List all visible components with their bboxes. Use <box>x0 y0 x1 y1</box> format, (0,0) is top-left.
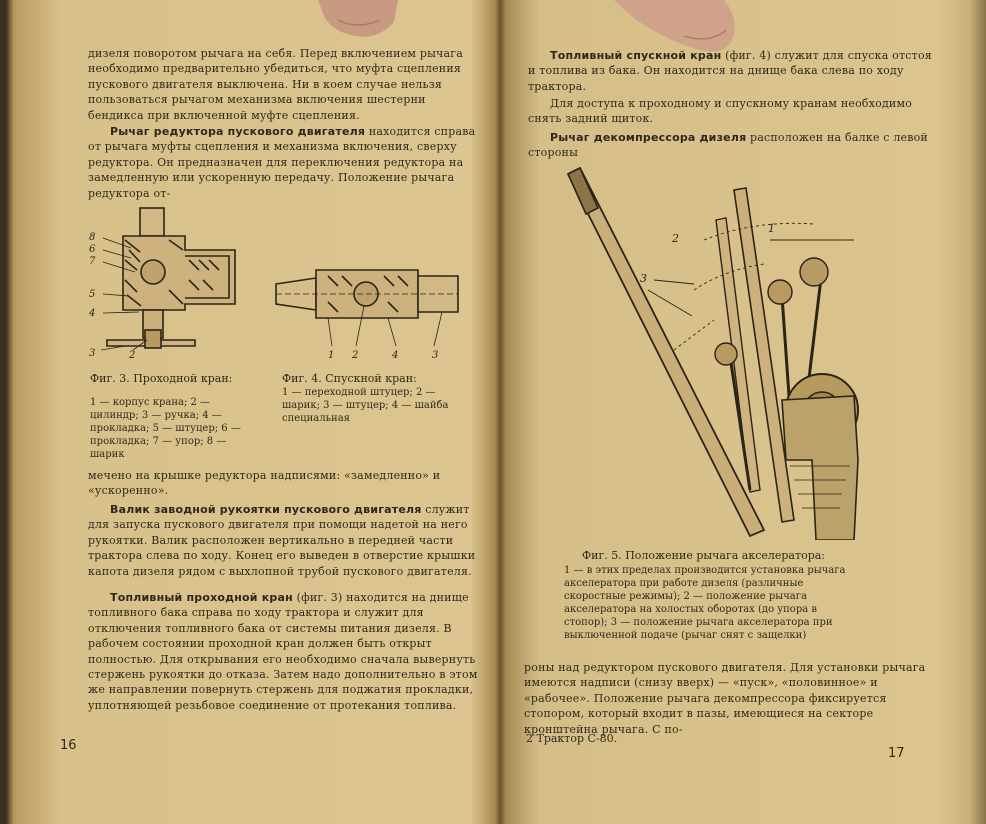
figure-3-caption: Фиг. 3. Проходной кран: <box>90 372 233 385</box>
figure-5-label: 2 <box>672 232 679 245</box>
figure-4-caption: Фиг. 4. Спускной кран: <box>282 372 417 385</box>
right-page-number: 17 <box>888 746 905 761</box>
right-paragraph-4: роны над редуктором пускового двигателя. Для установки рычага имеются надписи (снизу вверх) — «пуск», «половинное» и «рабочее». Положение рычага декомпрессора фиксируется стопором, который входит в пазы, имеющиеся на секторе кронштейна рычага. С по- <box>524 661 926 736</box>
figure-5-drawing <box>554 160 884 540</box>
left-paragraph-1: дизеля поворотом рычага на себя. Перед включением рычага необходимо предварительно убедиться, что муфта сцепления пускового двигателя выключена. Ни в коем случае нельзя пользоваться рычагом механизма включения шестерни бендикса при включенной муфте сцепления. <box>88 47 464 122</box>
right-page-footer: 2 Трактор С-80. <box>526 732 618 745</box>
finger-right <box>614 0 740 56</box>
figure-4-label: 2 <box>352 350 359 361</box>
finger-left <box>318 0 398 40</box>
left-paragraph-2 <box>88 124 478 201</box>
left-paragraph-3: мечено на крышке редуктора надписями: «замедленно» и «ускоренно». <box>88 469 441 498</box>
left-page-number: 16 <box>60 738 77 753</box>
right-paragraph-3 <box>528 130 938 161</box>
right-paragraph-3-body: расположен на балке с левой стороны <box>528 131 928 160</box>
figure-3-label: 8 <box>89 232 96 243</box>
left-paragraph-4-heading: Валик заводной рукоятки пускового двигателя <box>110 503 422 516</box>
left-paragraph-5 <box>88 590 478 713</box>
right-paragraph-1-heading: Топливный спускной кран <box>550 49 722 62</box>
right-paragraph-2: Для доступа к проходному и спускному кранам необходимо снять задний щиток. <box>528 97 913 126</box>
left-paragraph-4-body: служит для запуска пускового двигателя при помощи надетой на него рукоятки. Валик расположен вертикально в передней части трактора слева по ходу. Конец его выведен в отверстие крышки капота дизеля рядом с выхлопной трубой пускового двигателя. <box>88 503 476 578</box>
figure-3-label: 3 <box>89 348 96 359</box>
figure-4-label: 1 <box>328 350 335 361</box>
figure-3-label: 7 <box>89 256 96 267</box>
figure-4-drawing <box>268 258 468 363</box>
figure-4-legend: 1 — переходной штуцер; 2 — шарик; 3 — штуцер; 4 — шайба специальная <box>282 387 449 424</box>
left-paragraph-4 <box>88 502 478 579</box>
figure-5-label: 1 <box>768 222 775 235</box>
left-paragraph-2-body: находится справа от рычага муфты сцепления и механизма включения, сверху редуктора. Он предназначен для переключения редуктора на замедленную или ускоренную передачу. Положение рычага редуктора от- <box>88 125 476 200</box>
figure-5-caption: Фиг. 5. Положение рычага акселератора: <box>582 549 825 562</box>
figure-5-label: 3 <box>640 272 647 285</box>
figure-3-label: 6 <box>89 244 96 255</box>
figure-3-label: 4 <box>89 308 96 319</box>
figure-4-label: 3 <box>432 350 439 361</box>
figure-4-label: 4 <box>392 350 399 361</box>
right-page <box>504 0 986 824</box>
figure-3-label: 2 <box>129 350 136 361</box>
figure-3-legend: 1 — корпус крана; 2 — цилиндр; 3 — ручка; 4 — прокладка; 5 — штуцер; 6 — прокладка; 7 — упор; 8 — шарик <box>90 397 241 460</box>
figure-3-label: 5 <box>89 289 96 300</box>
left-paragraph-2-heading: Рычаг редуктора пускового двигателя <box>110 125 366 138</box>
left-paragraph-5-body: (фиг. 3) находится на днище топливного бака справа по ходу трактора и служит для отключения топливного бака от системы питания дизеля. В рабочем состоянии проходной кран должен быть открыт полностью. Для открывания его необходимо сначала вывернуть стержень рукоятки до отказа. Затем надо дополнительно в этом же направлении повернуть стержень для поджатия прокладки, уплотняющей резьбовое соединение от протекания топлива. <box>88 591 478 712</box>
right-paragraph-3-heading: Рычаг декомпрессора дизеля <box>550 131 747 144</box>
left-paragraph-5-heading: Топливный проходной кран <box>110 591 293 604</box>
figure-5-legend: 1 — в этих пределах производится установка рычага акселератора при работе дизеля (различные скоростные режимы); 2 — положение рычага акселератора на холостых оборотах (до упора в стопор); 3 — положение рычага акселератора при выключенной подаче (рычаг снят с защелки) <box>564 565 846 641</box>
figure-3-drawing <box>85 200 255 365</box>
right-paragraph-1-body: (фиг. 4) служит для спуска отстоя и топлива из бака. Он находится на днище бака слева по ходу трактора. <box>528 49 932 93</box>
